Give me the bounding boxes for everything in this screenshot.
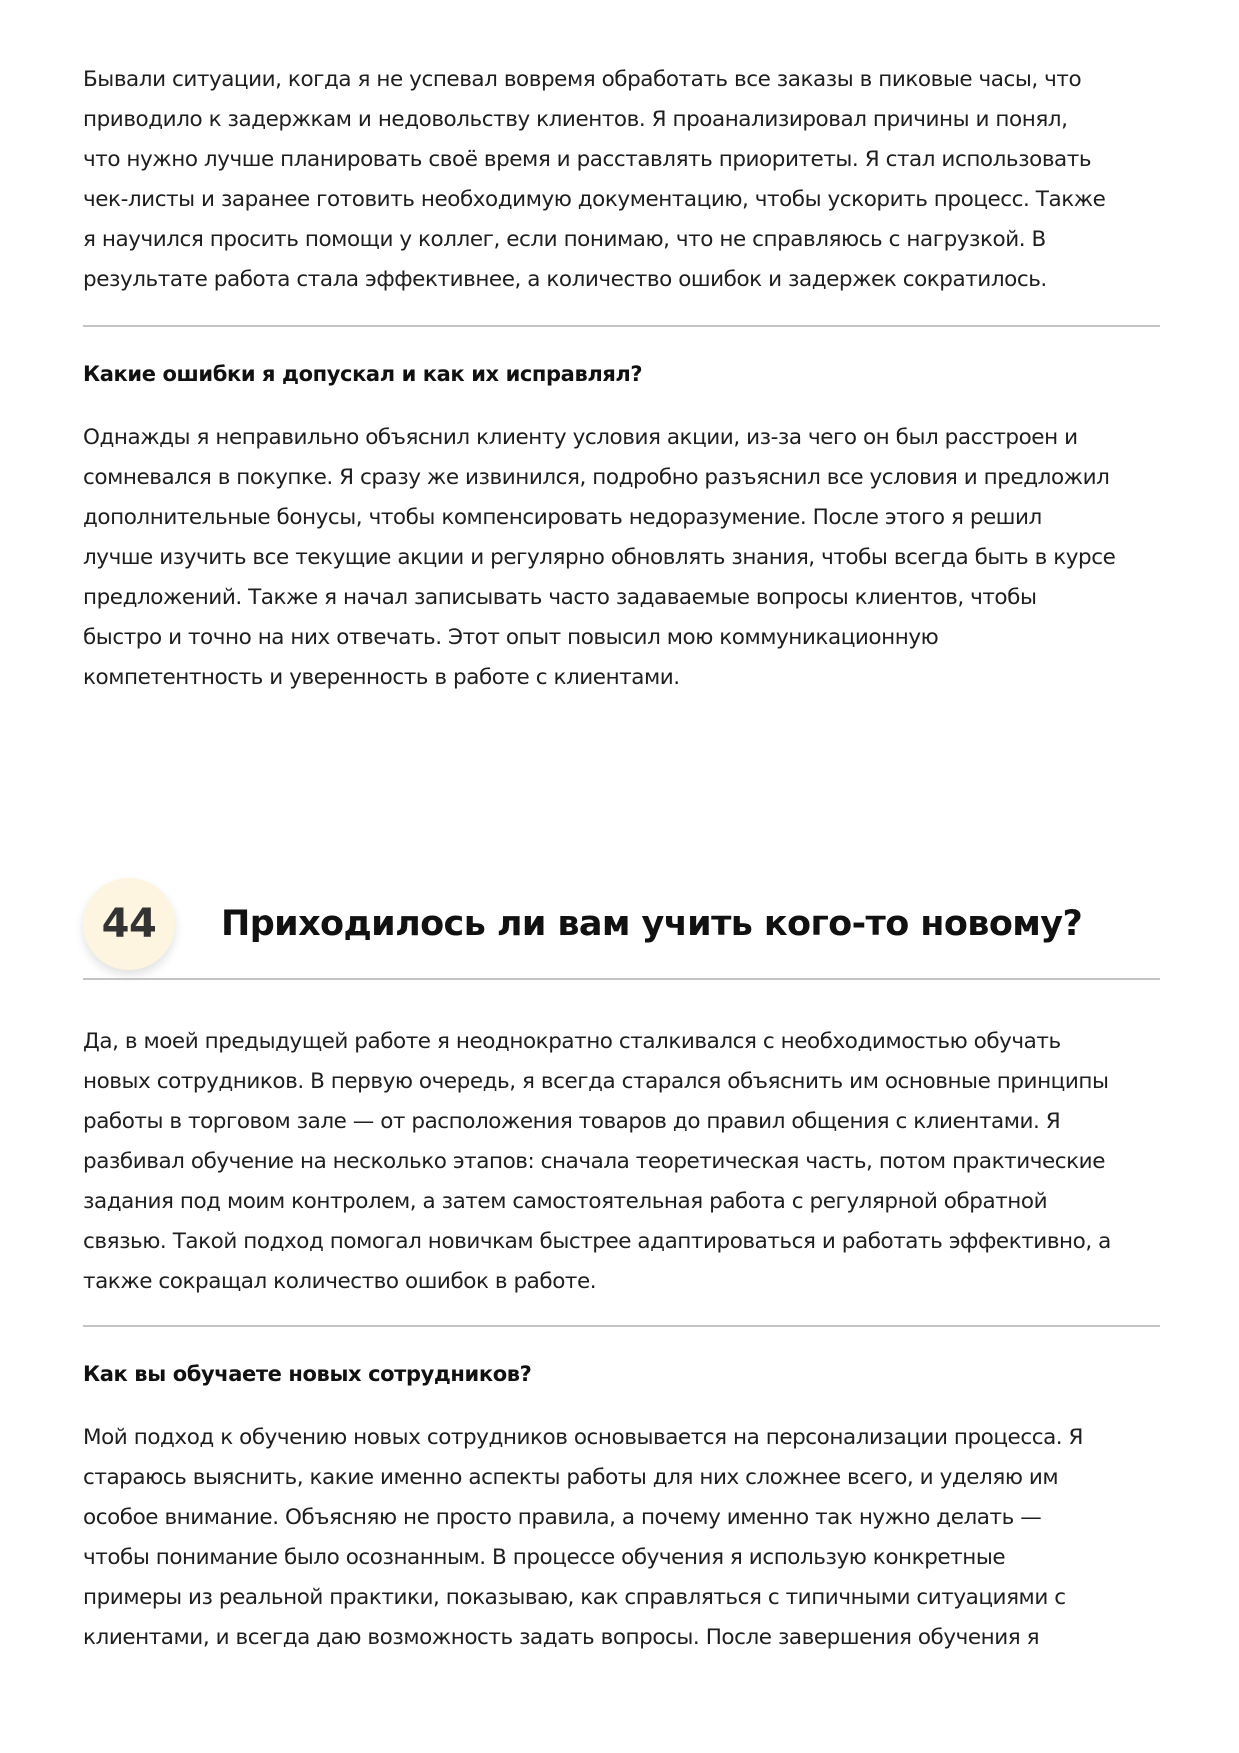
paragraph-line: связью. Такой подход помогал новичкам быстрее адаптироваться и работать эффективно, а xyxy=(83,1229,1111,1254)
paragraph-line: результате работа стала эффективнее, а количество ошибок и задержек сократилось. xyxy=(83,267,1047,292)
paragraph-line: стараюсь выяснить, какие именно аспекты работы для них сложнее всего, и уделяю им xyxy=(83,1465,1059,1490)
paragraph-line: лучше изучить все текущие акции и регулярно обновлять знания, чтобы всегда быть в курсе xyxy=(83,545,1116,570)
paragraph-line: Бывали ситуации, когда я не успевал вовремя обработать все заказы в пиковые часы, что xyxy=(83,67,1082,92)
paragraph-line: что нужно лучше планировать своё время и расставлять приоритеты. Я стал использовать xyxy=(83,147,1092,172)
paragraph-line: Да, в моей предыдущей работе я неоднократно сталкивался с необходимостью обучать xyxy=(83,1029,1061,1054)
paragraph-line: я научился просить помощи у коллег, если понимаю, что не справляюсь с нагрузкой. В xyxy=(83,227,1046,252)
top-paragraph xyxy=(83,60,1105,300)
paragraph-line: быстро и точно на них отвечать. Этот опыт повысил мою коммуникационную xyxy=(83,625,939,650)
training-paragraph xyxy=(83,1418,1083,1658)
paragraph-line: Мой подход к обучению новых сотрудников основывается на персонализации процесса. Я xyxy=(83,1425,1084,1450)
paragraph-line: также сокращал количество ошибок в работе. xyxy=(83,1269,597,1294)
paragraph-line: особое внимание. Объясняю не просто правила, а почему именно так нужно делать — xyxy=(83,1505,1042,1530)
section-divider xyxy=(83,325,1160,327)
paragraph-line: задания под моим контролем, а затем самостоятельная работа с регулярной обратной xyxy=(83,1189,1048,1214)
paragraph-line: разбивал обучение на несколько этапов: сначала теоретическая часть, потом практические xyxy=(83,1149,1105,1174)
question-title: Приходилось ли вам учить кого-то новому? xyxy=(221,904,1083,944)
paragraph-line: чек-листы и заранее готовить необходимую документацию, чтобы ускорить процесс. Также xyxy=(83,187,1106,212)
paragraph-line: компетентность и уверенность в работе с клиентами. xyxy=(83,665,680,690)
question-answer-paragraph xyxy=(83,1022,1111,1302)
paragraph-line: примеры из реальной практики, показываю, как справляться с типичными ситуациями с xyxy=(83,1585,1066,1610)
subquestion-heading-training: Как вы обучаете новых сотрудников? xyxy=(83,1362,532,1386)
paragraph-line: дополнительные бонусы, чтобы компенсировать недоразумение. После этого я решил xyxy=(83,505,1042,530)
mistakes-paragraph xyxy=(83,418,1115,698)
paragraph-line: приводило к задержкам и недовольству клиентов. Я проанализировал причины и понял, xyxy=(83,107,1068,132)
paragraph-line: чтобы понимание было осознанным. В процессе обучения я использую конкретные xyxy=(83,1545,1006,1570)
question-header xyxy=(83,878,1160,978)
paragraph-line: новых сотрудников. В первую очередь, я всегда старался объяснить им основные принципы xyxy=(83,1069,1109,1094)
question-title-underline xyxy=(83,978,1160,980)
paragraph-line: клиентами, и всегда даю возможность задать вопросы. После завершения обучения я xyxy=(83,1625,1040,1650)
paragraph-line: работы в торговом зале — от расположения товаров до правил общения с клиентами. Я xyxy=(83,1109,1061,1134)
paragraph-line: Однажды я неправильно объяснил клиенту условия акции, из-за чего он был расстроен и xyxy=(83,425,1078,450)
paragraph-line: предложений. Также я начал записывать часто задаваемые вопросы клиентов, чтобы xyxy=(83,585,1037,610)
subquestion-heading-mistakes: Какие ошибки я допускал и как их исправлял? xyxy=(83,362,643,386)
paragraph-line: сомневался в покупке. Я сразу же извинился, подробно разъяснил все условия и предложил xyxy=(83,465,1110,490)
section-divider xyxy=(83,1325,1160,1327)
question-number-badge: 44 xyxy=(83,878,175,970)
